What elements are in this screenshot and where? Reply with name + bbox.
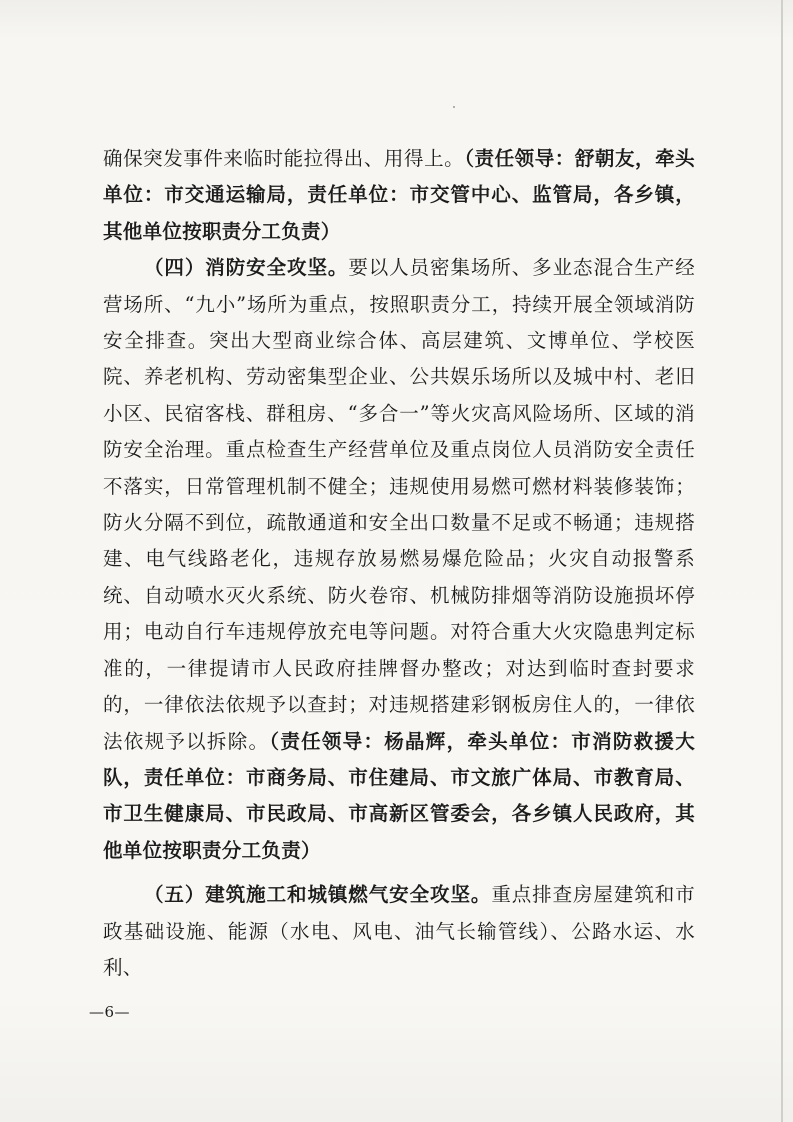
paragraph-text: 确保突发事件来临时能拉得出、用得上。 — [103, 147, 465, 170]
paragraph-construction-gas — [103, 877, 695, 986]
responsibility-note: （责任领导：杨晶辉，牵头单位：市消防救援大队，责任单位：市商务局、市住建局、市文旅广体局、市教育局、市卫生健康局、市民政局、市高新区管委会，各乡镇人民政府，其他单位按职责分工负责） — [103, 729, 695, 862]
paragraph-text: 重点排查房屋建筑和市政基础设施、能源（水电、风电、油气长输管线）、公路水运、水利、 — [103, 883, 695, 979]
page-number: —6— — [89, 1003, 131, 1021]
section-heading-fire-safety: （四）消防安全攻坚。 — [144, 256, 349, 280]
paragraph-fire-safety — [103, 250, 695, 869]
scan-dot — [453, 106, 455, 108]
scan-edge-line — [781, 0, 783, 1122]
paragraph-text: 要以人员密集场所、多业态混合生产经营场所、“九小”场所为重点，按照职责分工，持续开展全领域消防安全排查。突出大型商业综合体、高层建筑、文博单位、学校医院、养老机构、劳动密集型企业、公共娱乐场所以及城中村、老旧小区、民宿客栈、群租房、“多合一”等火灾高风险场所、区域的消防安全治理。重点检查生产经营单位及重点岗位人员消防安全责任不落实，日常管理机制不健全；违规使用易燃可燃材料装修装饰；防火分隔不到位，疏散通道和安全出口数量不足或不畅通；违规搭建、电气线路老化，违规存放易燃易爆危险品；火灾自动报警系统、自动喷水灭火系统、防火卷帘、机械防排烟等消防设施损坏停用；电动自行车违规停放充电等问题。对符合重大火灾隐患判定标准的，一律提请市人民政府挂牌督办整改；对达到临时查封要求的，一律依法依规予以查封；对违规搭建彩钢板房住人的，一律依法依规予以拆除。 — [103, 256, 695, 753]
section-heading-construction-gas: （五）建筑施工和城镇燃气安全攻坚。 — [144, 883, 492, 907]
paragraph-transport-responsibility — [103, 141, 695, 250]
responsibility-note: （责任领导：舒朝友，牵头单位：市交通运输局，责任单位：市交管中心、监管局，各乡镇，其他单位按职责分工负责） — [103, 147, 695, 243]
document-body — [103, 141, 695, 986]
